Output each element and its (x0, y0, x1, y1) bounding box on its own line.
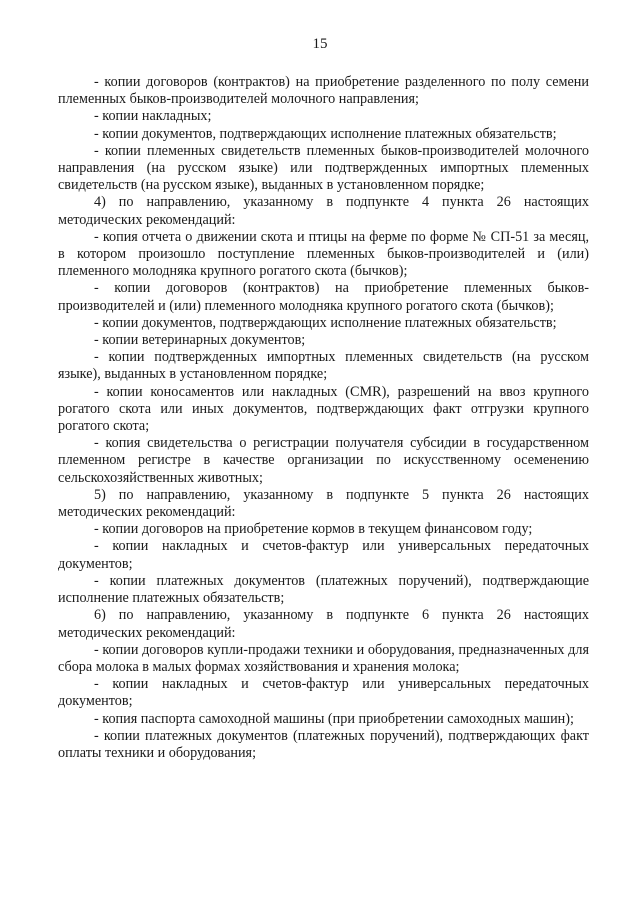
paragraph: - копии документов, подтверждающих исполнение платежных обязательств; (94, 125, 557, 142)
paragraph: - копии договоров (контрактов) на приобретение разделенного по полу семени племенных быков-производителей молочного направления; (58, 74, 589, 108)
paragraph: - копия паспорта самоходной машины (при приобретении самоходных машин); (94, 710, 574, 727)
paragraph: - копии платежных документов (платежных поручений), подтверждающих факт оплаты техники и оборудования; (58, 727, 589, 761)
paragraph: - копии подтвержденных импортных племенных свидетельств (на русском языке), выданных в установленном порядке; (58, 349, 589, 383)
paragraph: - копии договоров на приобретение кормов в текущем финансовом году; (94, 521, 533, 538)
paragraph: - копии договоров купли-продажи техники и оборудования, предназначенных для сбора молока в малых формах хозяйствования и хранения молока; (58, 641, 589, 675)
paragraph: - копии договоров (контрактов) на приобретение племенных быков-производителей и (или) племенного молодняка крупного рогатого скота (бычков); (58, 280, 589, 314)
paragraph: - копии ветеринарных документов; (94, 332, 306, 349)
paragraph: - копии коносаментов или накладных (CMR), разрешений на ввоз крупного рогатого скота или иных документов, подтверждающих факт отгрузки крупного рогатого скота; (58, 383, 589, 435)
paragraph: - копии накладных; (94, 108, 212, 125)
page-number: 15 (312, 36, 328, 52)
paragraph: - копия отчета о движении скота и птицы на ферме по форме № СП-51 за месяц, в котором произошло поступление племенных быков-производителей и (или) племенного молодняка крупного рогатого скота (бычков); (58, 228, 589, 280)
paragraph: - копии накладных и счетов-фактур или универсальных передаточных документов; (58, 676, 589, 710)
paragraph: - копии документов, подтверждающих исполнение платежных обязательств; (94, 314, 557, 331)
paragraph: - копии платежных документов (платежных поручений), подтверждающие исполнение платежных обязательств; (58, 572, 589, 607)
paragraph: 5) по направлению, указанному в подпункте 5 пункта 26 настоящих методических рекомендаций: (58, 486, 589, 521)
paragraph: 6) по направлению, указанному в подпункте 6 пункта 26 настоящих методических рекомендаций: (58, 607, 589, 641)
paragraph: 4) по направлению, указанному в подпункте 4 пункта 26 настоящих методических рекомендаций: (58, 194, 589, 228)
paragraph: - копии накладных и счетов-фактур или универсальных передаточных документов; (58, 538, 589, 572)
paragraph: - копия свидетельства о регистрации получателя субсидии в государственном племенном регистре в качестве организации по искусственному осеменению сельскохозяйственных животных; (58, 435, 589, 486)
paragraph: - копии племенных свидетельств племенных быков-производителей молочного направления (на русском языке) или подтвержденных импортных племенных свидетельств (на русском языке), выданных в установленном порядке; (58, 142, 589, 194)
document-body (58, 74, 589, 762)
